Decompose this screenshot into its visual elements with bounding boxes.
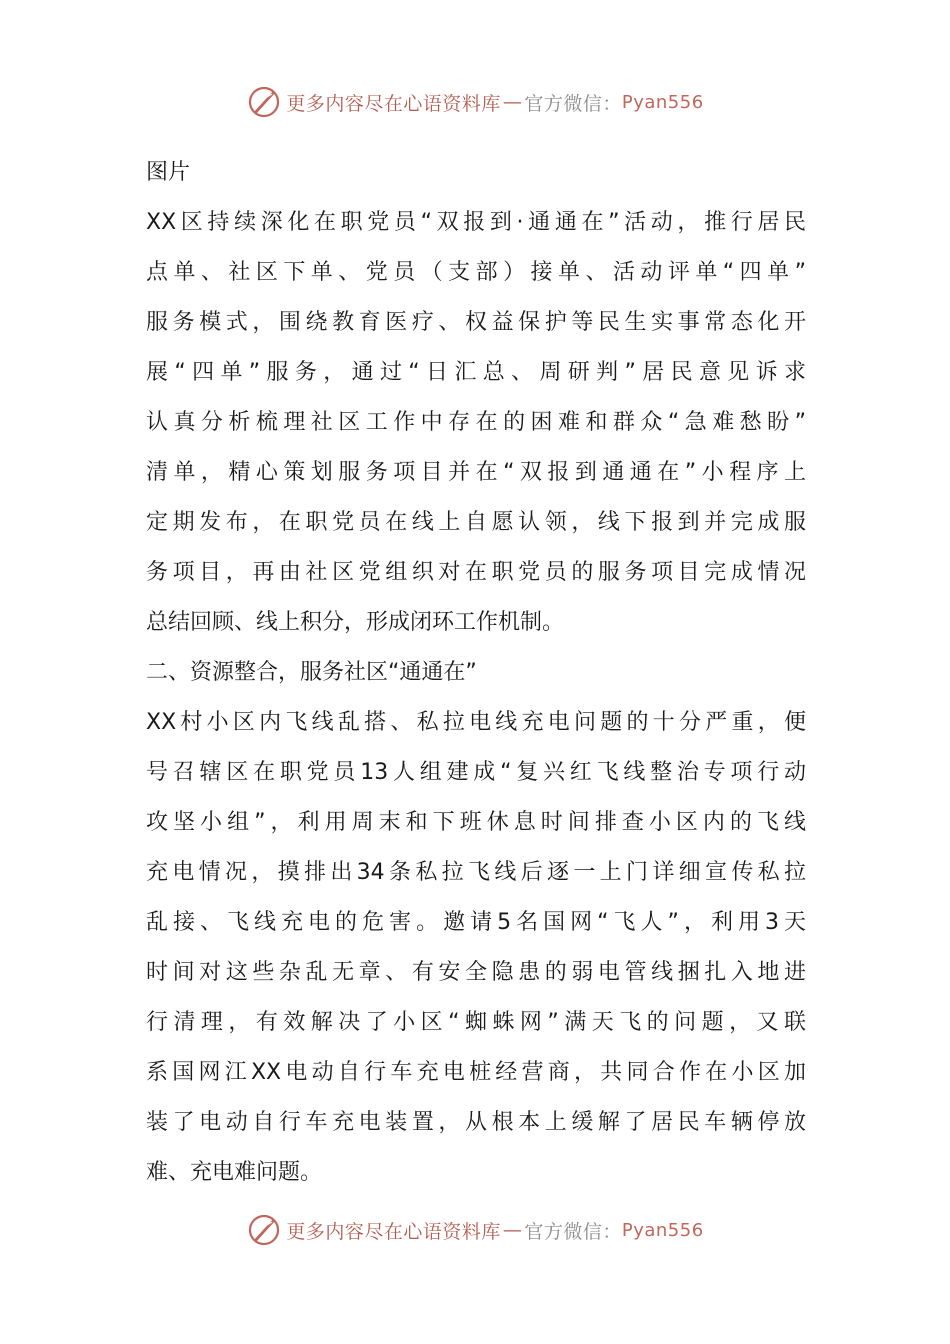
watermark-official: 官方微信： xyxy=(524,92,622,115)
watermark-id: Pyan556 xyxy=(621,1219,704,1241)
body-line: 总结回顾、线上积分，形成闭环工作机制。 xyxy=(146,610,565,635)
quill-logo-icon xyxy=(246,1212,282,1248)
body-line: 难、充电难问题。 xyxy=(146,1160,323,1185)
body-line: XX村小区内飞线乱搭、私拉电线充电问题的十分严重，便 xyxy=(146,710,806,735)
footer-watermark xyxy=(0,1210,950,1250)
section-heading: 二、资源整合，服务社区“通通在” xyxy=(146,660,477,685)
watermark-dash: — xyxy=(502,91,523,113)
watermark-dash: — xyxy=(502,1219,523,1241)
header-watermark xyxy=(0,82,950,122)
body-line: 攻坚小组”，利用周末和下班休息时间排查小区内的飞线 xyxy=(146,810,806,835)
watermark-prefix: 更多内容尽在心语资料库 xyxy=(286,92,501,115)
body-line: 充电情况，摸排出34条私拉飞线后逐一上门详细宣传私拉 xyxy=(146,860,806,885)
body-line: 展“四单”服务，通过“日汇总、周研判”居民意见诉求 xyxy=(146,360,806,385)
body-line: 时间对这些杂乱无章、有安全隐患的弱电管线捆扎入地进 xyxy=(146,960,806,985)
body-line: 乱接、飞线充电的危害。邀请5名国网“飞人”，利用3天 xyxy=(146,910,806,935)
body-line: 服务模式，围绕教育医疗、权益保护等民生实事常态化开 xyxy=(146,310,806,335)
body-line: 认真分析梳理社区工作中存在的困难和群众“急难愁盼” xyxy=(146,410,806,435)
watermark-id: Pyan556 xyxy=(621,91,704,113)
body-line: 点单、社区下单、党员（支部）接单、活动评单“四单” xyxy=(146,260,806,285)
body-line: 图片 xyxy=(146,160,191,185)
body-line: 系国网江XX电动自行车充电桩经营商，共同合作在小区加 xyxy=(146,1060,806,1085)
body-line: 务项目，再由社区党组织对在职党员的服务项目完成情况 xyxy=(146,560,806,585)
body-line: 清单，精心策划服务项目并在“双报到通通在”小程序上 xyxy=(146,460,806,485)
body-line: 定期发布，在职党员在线上自愿认领，线下报到并完成服 xyxy=(146,510,806,535)
document-body xyxy=(146,148,806,1198)
body-line: XX区持续深化在职党员“双报到·通通在”活动，推行居民 xyxy=(146,210,806,235)
watermark-prefix: 更多内容尽在心语资料库 xyxy=(286,1220,501,1243)
quill-logo-icon xyxy=(246,84,282,120)
body-line: 装了电动自行车充电装置，从根本上缓解了居民车辆停放 xyxy=(146,1110,806,1135)
body-line: 行清理，有效解决了小区“蜘蛛网”满天飞的问题，又联 xyxy=(146,1010,806,1035)
watermark-official: 官方微信： xyxy=(524,1220,622,1243)
body-line: 号召辖区在职党员13人组建成“复兴红飞线整治专项行动 xyxy=(146,760,806,785)
